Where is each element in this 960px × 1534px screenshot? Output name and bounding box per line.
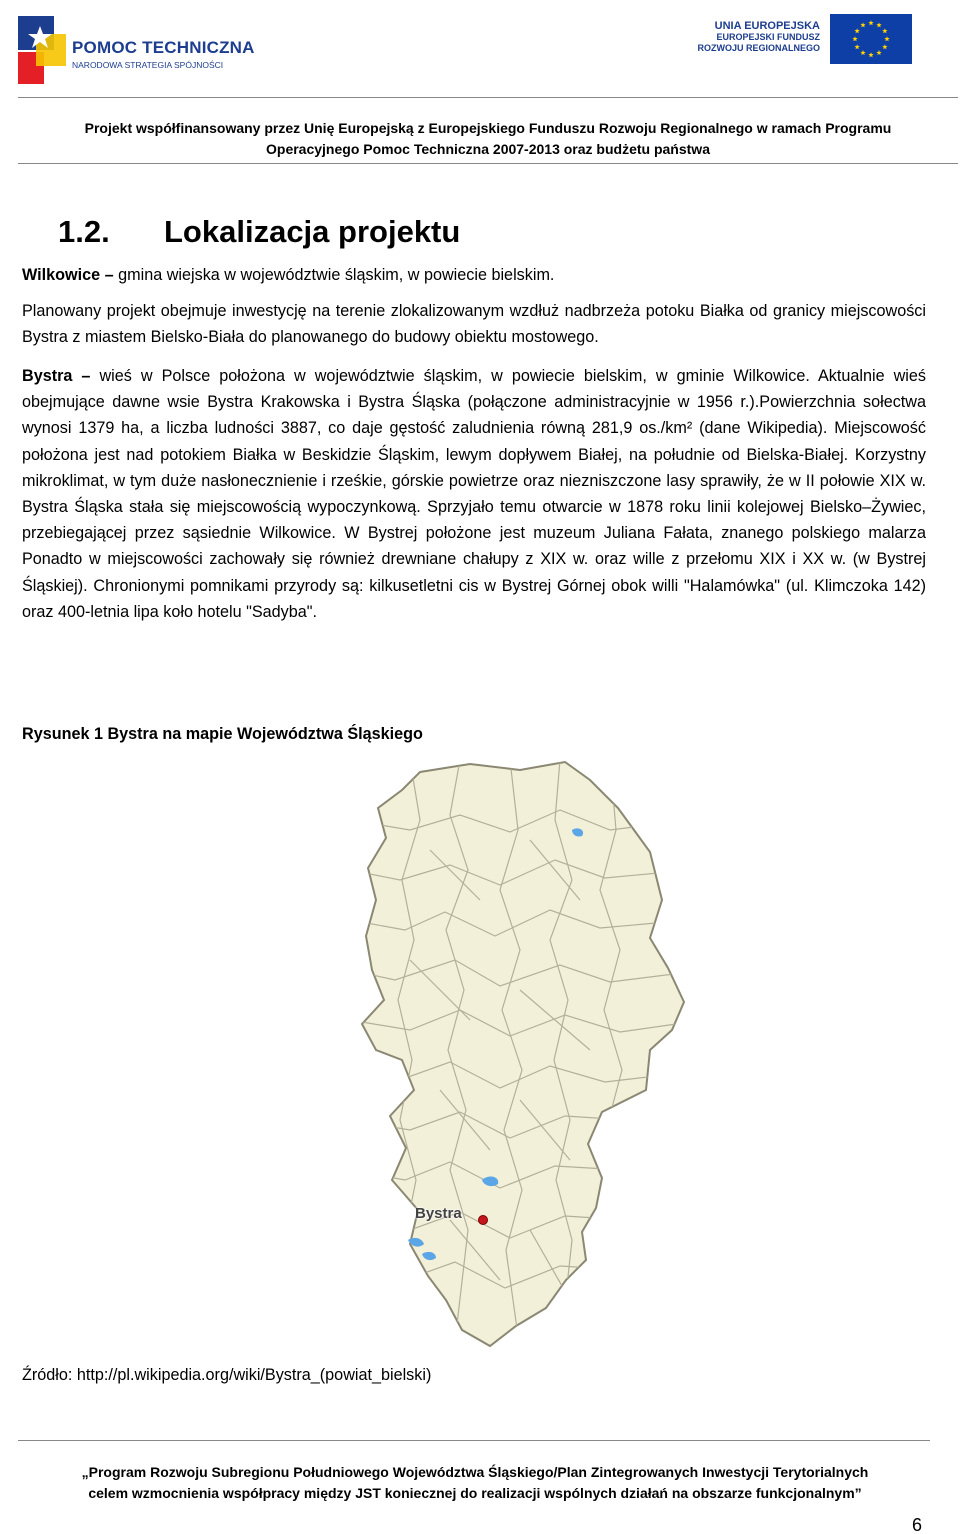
cofinancing-line2: Operacyjnego Pomoc Techniczna 2007-2013 oraz budżetu państwa — [266, 141, 710, 157]
footer-divider — [18, 1440, 930, 1441]
figure-caption: Rysunek 1 Bystra na mapie Województwa Śląskiego — [22, 725, 423, 743]
logo-left-subtitle: NARODOWA STRATEGIA SPÓJNOŚCI — [72, 60, 224, 70]
cofinancing-statement — [18, 118, 958, 160]
header-logos — [0, 0, 960, 96]
paragraph-wilkowice — [22, 262, 926, 288]
header-divider-top — [18, 97, 958, 98]
term-bystra: Bystra – — [22, 367, 91, 385]
header-divider-bottom — [18, 163, 958, 164]
eu-logo — [688, 14, 912, 64]
pomoc-techniczna-logo — [14, 14, 254, 86]
paragraph-bystra-text: wieś w Polsce położona w województwie śląskim, w powiecie bielskim, w gminie Wilkowice. Aktualnie wieś obejmujące dawne wsie Bystra Krakowska i Bystra Śląska (połączone administracyjnie w 1956 r.).Powierzchnia sołectwa wynosi 1379 ha, a liczba ludności 3887, co daje gęstość zaludnienia równą 281,9 os./km² (dane Wikipedia). Miejscowość położona jest nad potokiem Białka w Beskidzie Śląskim, lewym dopływem Białej, na południe od Bielska-Białej. Korzystny mikroklimat, w tym duże nasłonecznienie i rześkie, górskie powietrze oraz niezniszczone lasy sprawiły, że w II połowie XIX w. Bystra Śląska stała się miejscowością wypoczynkową. Sprzyjało temu otwarcie w 1878 roku linii kolejowej Bielsko–Żywiec, przebiegającej przez sąsiednie Wilkowice. W Bystrej położone jest muzeum Juliana Fałata, znanego polskiego malarza Ponadto w miejscowości zachowały się również drewniane chałupy z XIX w. oraz wille z przełomu XIX i XX w. (w Bystrej Śląskiej). Chronionymi pomnikami przyrody są: kilkusetletni cis w Bystrej Górnej obok willi "Halamówka" (ul. Klimczoka 142) oraz 400-letnia lipa koło hotelu "Sadyba". — [22, 367, 926, 621]
footer-program — [0, 1462, 950, 1504]
pomoc-techniczna-emblem-icon — [14, 14, 70, 86]
page-number: 6 — [912, 1515, 923, 1534]
section-title: Lokalizacja projektu — [164, 214, 461, 249]
silesia-map — [350, 760, 690, 1350]
eu-logo-line3: ROZWOJU REGIONALNEGO — [697, 43, 820, 53]
section-heading — [58, 214, 460, 250]
paragraph-bystra — [22, 363, 926, 625]
paragraph-project: Planowany projekt obejmuje inwestycję na terenie zlokalizowanym wzdłuż nadbrzeża potoku Białka od granicy miejscowości Bystra z miastem Bielsko-Biała do planowanego do budowy obiektu mostowego. — [22, 302, 926, 347]
footer-line2: celem wzmocnienia współpracy między JST koniecznej do realizacji wspólnych działań na obszarze funkcjonalnym” — [88, 1485, 862, 1501]
figure-source: Źródło: http://pl.wikipedia.org/wiki/Bystra_(powiat_bielski) — [22, 1366, 432, 1384]
paragraph-wilkowice-text: gmina wiejska w województwie śląskim, w powiecie bielskim. — [113, 266, 555, 284]
cofinancing-line1: Projekt współfinansowany przez Unię Europejską z Europejskiego Funduszu Rozwoju Regionalnego w ramach Programu — [84, 120, 892, 136]
eu-flag-icon — [830, 14, 912, 64]
logo-left-title: POMOC TECHNICZNA — [72, 38, 255, 57]
location-marker-icon — [478, 1215, 488, 1225]
eu-logo-text — [697, 20, 820, 54]
footer-line1: „Program Rozwoju Subregionu Południowego Województwa Śląskiego/Plan Zintegrowanych Inwestycji Terytorialnych — [81, 1464, 869, 1480]
map-label-bystra: Bystra — [415, 1205, 462, 1222]
term-wilkowice: Wilkowice – — [22, 266, 114, 284]
section-number: 1.2. — [58, 214, 110, 249]
eu-logo-line2: EUROPEJSKI FUNDUSZ — [716, 32, 820, 42]
eu-logo-line1: UNIA EUROPEJSKA — [714, 20, 820, 32]
